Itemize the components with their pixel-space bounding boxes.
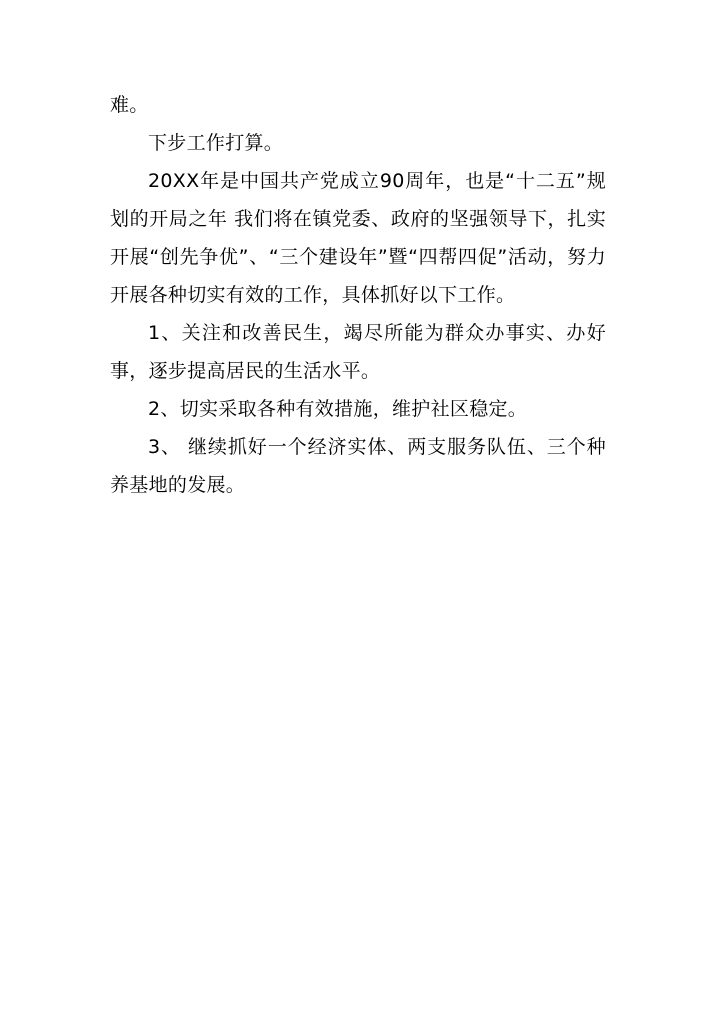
document-body: [110, 86, 606, 504]
paragraph-item-3: 3、 继续抓好一个经济实体、两支服务队伍、三个种养基地的发展。: [110, 436, 606, 496]
paragraph-plan-intro: 20XX年是中国共产党成立90周年，也是“十二五”规划的开局之年 我们将在镇党委、政府的坚强领导下，扎实开展“创先争优”、“三个建设年”暨“四帮四促”活动，努力开展各种切实有效的工作，具体抓好以下工作。: [110, 170, 606, 306]
paragraph-continuation: 难。: [110, 94, 149, 116]
paragraph-next-steps-heading: 下步工作打算。: [148, 132, 284, 154]
paragraph-item-1: 1、关注和改善民生，竭尽所能为群众办事实、办好事，逐步提高居民的生活水平。: [110, 322, 606, 382]
paragraph-item-2: 2、切实采取各种有效措施，维护社区稳定。: [148, 398, 528, 420]
